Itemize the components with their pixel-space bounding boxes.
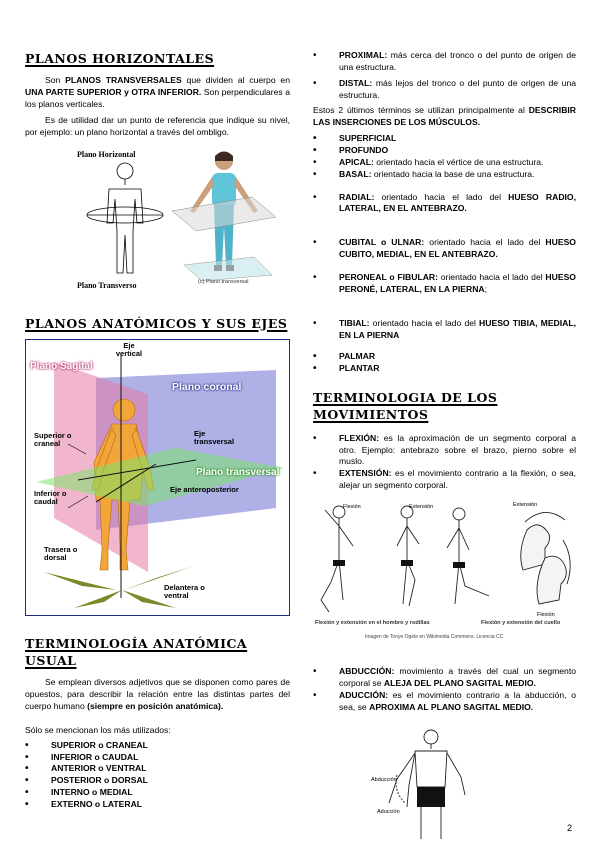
paragraph-inserciones: Estos 2 últimos términos se utilizan principalmente al DESCRIBIR LAS INSERCIONES DE LOS MÚSCULOS. <box>313 105 576 128</box>
label-extension-1: Extensión <box>409 503 434 510</box>
label-flexion-1: Flexión <box>343 503 361 510</box>
credit-imagen: Imagen de Tonye Ogele en Wikimedia Commons. Licencia CC <box>365 633 504 640</box>
list-item-basal: • BASAL: orientado hacia la base de una estructura. <box>313 169 576 181</box>
figure-woman-transversal-plane <box>168 147 280 287</box>
list-item: • SUPERIOR o CRANEAL <box>25 740 290 752</box>
list-item: • INFERIOR o CAUDAL <box>25 752 290 764</box>
label-plano-transverso: Plano Transverso <box>77 280 137 290</box>
label-superior-craneal: Superior o craneal <box>34 430 72 449</box>
list-item-peroneal: • PERONEAL o FIBULAR: orientado hacia el lado del HUESO PERONÉ, LATERAL, EN LA PIERNA; <box>313 272 576 296</box>
label-trasera-dorsal: Trasera o dorsal <box>44 544 78 563</box>
list-item-plantar: • PLANTAR <box>313 363 576 375</box>
section-title-planos-anatomicos: PLANOS ANATÓMICOS Y SUS EJES <box>25 315 288 331</box>
list-item-aduccion: • ADUCCIÓN: es el movimiento contrario a la abducción, o sea, se APROXIMA AL PLANO SAGITAL MEDIO. <box>313 690 576 714</box>
label-flexion-2: Flexión <box>537 611 555 618</box>
caption-hombro-rodillas: Flexión y extensión en el hombro y rodillas <box>315 619 430 626</box>
list-item: • INTERNO o MEDIAL <box>25 787 290 799</box>
list-terminos-direccion <box>313 50 576 101</box>
label-abduccion: Abducción <box>371 777 397 784</box>
list-item-apical: • APICAL: orientado hacia el vértice de una estructura. <box>313 157 576 169</box>
page-number: 2 <box>567 823 573 833</box>
list-movimientos <box>313 433 576 492</box>
label-plano-sagital: Plano Sagital <box>30 360 93 372</box>
right-column <box>313 50 576 843</box>
label-plano-coronal: Plano coronal <box>172 380 242 393</box>
caption-plano-transversal: (c) Plano transversal <box>198 278 249 285</box>
list-item-radial: • RADIAL: orientado hacia el lado del HUESO RADIO, LATERAL, EN EL ANTEBRAZO. <box>313 192 576 216</box>
section-title-terminologia-anatomica: TERMINOLOGÍA ANATÓMICA USUAL <box>25 635 248 669</box>
list-item-cubital: • CUBITAL o ULNAR: orientado hacia el lado del HUESO CUBITO, MEDIAL, EN EL ANTEBRAZO. <box>313 237 576 261</box>
label-inferior-caudal: Inferior o caudal <box>34 488 67 507</box>
label-delantera-ventral: Delantera o ventral <box>164 582 205 601</box>
list-terminos-2 <box>313 133 576 375</box>
left-column <box>25 50 290 811</box>
list-item-extension: • EXTENSIÓN: es el movimiento contrario a la flexión, o sea, alejar un segmento corporal. <box>313 468 576 492</box>
list-item: • ANTERIOR o VENTRAL <box>25 763 290 775</box>
label-plano-horizontal: Plano Horizontal <box>77 149 136 159</box>
figure-plano-horizontal <box>25 145 290 295</box>
label-plano-transversal: Plano transversal <box>196 466 280 478</box>
label-eje-anteroposterior: Eje anteroposterior <box>170 484 239 494</box>
list-item-flexion: • FLEXIÓN: es la aproximación de un segmento corporal a otro. Ejemplo: antebrazo sobre el brazo, pierno sobre el muslo. <box>313 433 576 469</box>
section-title-planos-horizontales: PLANOS HORIZONTALES <box>25 51 215 66</box>
label-eje-transversal: Eje transversal <box>194 428 235 447</box>
list-item-palmar: • PALMAR <box>313 351 576 363</box>
list-item-superficial: • SUPERFICIAL <box>313 133 576 145</box>
list-item-abduccion: • ABDUCCIÓN: movimiento a través del cual un segmento corporal se ALEJA DEL PLANO SAGITAL MEDIO. <box>313 666 576 690</box>
figure-planos-ejes <box>25 339 290 616</box>
list-item-distal: • DISTAL: más lejos del tronco o del punto de origen de una estructura. <box>313 78 576 102</box>
label-eje-vertical: Eje vertical <box>115 340 143 359</box>
paragraph-referencia: Es de utilidad dar un punto de referencia que indique su nivel, por ejemplo: un plano horizontal a través del ombligo. <box>25 114 290 137</box>
list-item-tibial: • TIBIAL: orientado hacia el lado del HUESO TIBIA, MEDIAL, EN LA PIERNA <box>313 318 576 342</box>
section-title-terminologia-movimientos: TERMINOLOGIA DE LOS MOVIMIENTOS <box>313 390 498 423</box>
label-extension-2: Extensión <box>513 501 538 508</box>
list-terminos <box>25 740 290 811</box>
list-item-profundo: • PROFUNDO <box>313 145 576 157</box>
paragraph-mas-utilizados: Sólo se mencionan los más utilizados: <box>25 724 171 735</box>
caption-cuello: Flexión y extensión del cuello <box>481 619 561 626</box>
list-abduccion <box>313 666 576 713</box>
figure-outline-body <box>85 161 165 279</box>
figure-flexion-extension <box>313 500 576 656</box>
label-aduccion: Aducción <box>377 809 400 816</box>
list-item: • EXTERNO o LATERAL <box>25 799 290 811</box>
figure-abduccion <box>313 725 576 843</box>
paragraph-planos-transversales: Son PLANOS TRANSVERSALES que dividen al cuerpo en UNA PARTE SUPERIOR y OTRA INFERIOR. Son perpendiculares a los planos verticales. <box>25 75 290 109</box>
list-item: • POSTERIOR o DORSAL <box>25 775 290 787</box>
paragraph-adjetivos: Se emplean diversos adjetivos que se disponen como pares de opuestos, para describir la relación entre las distintas partes del cuerpo humano (siempre en posición anatómica). <box>25 677 290 712</box>
list-item-proximal: • PROXIMAL: más cerca del tronco o del punto de origen de una estructura. <box>313 50 576 74</box>
